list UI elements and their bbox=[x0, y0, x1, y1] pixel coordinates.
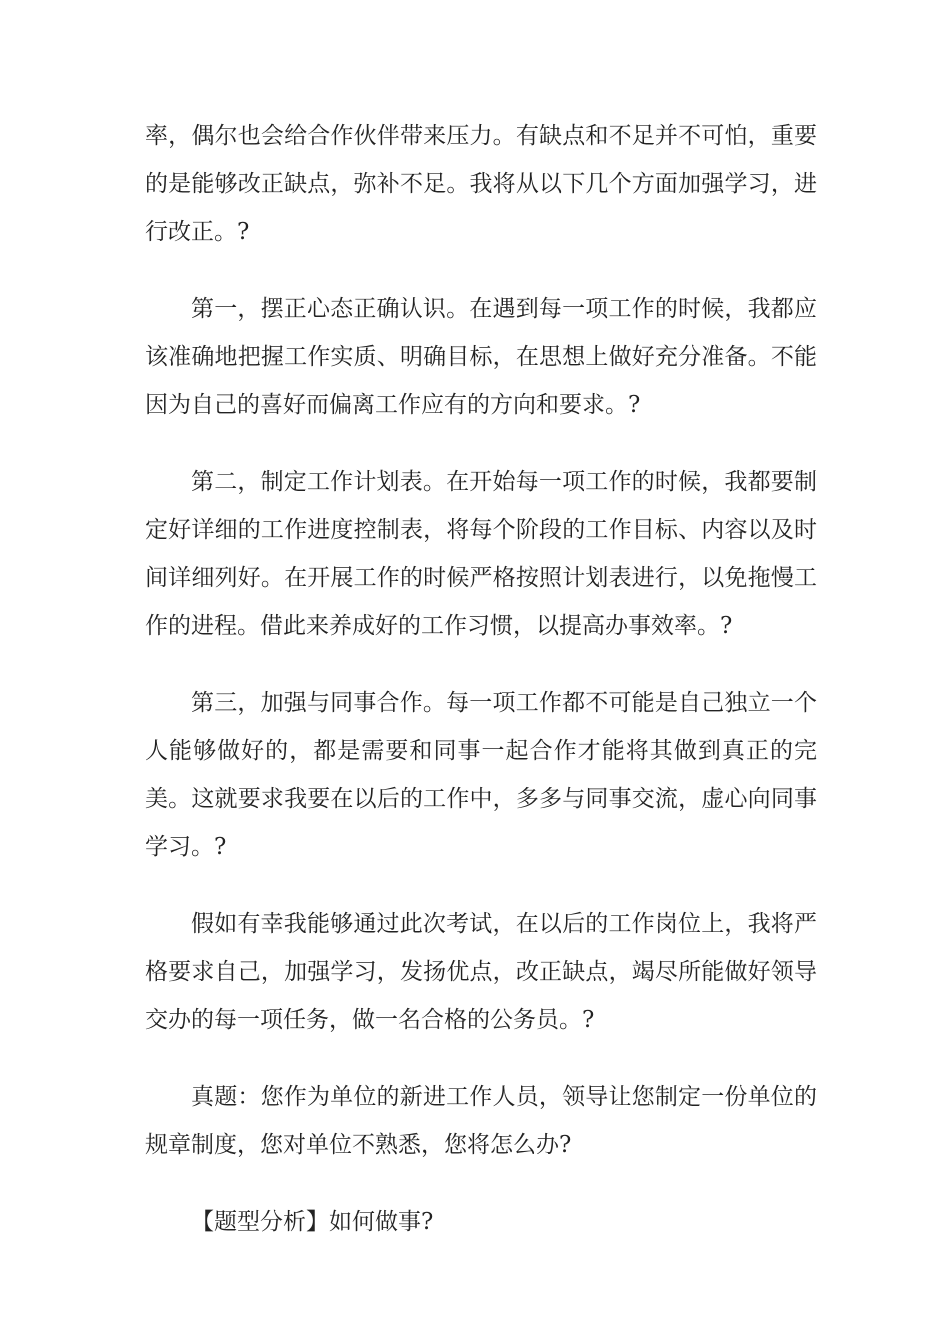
paragraph-first-point: 第一，摆正心态正确认识。在遇到每一项工作的时候，我都应该准确地把握工作实质、明确目标，在思想上做好充分准备。不能因为自己的喜好而偏离工作应有的方向和要求。? bbox=[145, 296, 817, 418]
paragraph-continuation: 率，偶尔也会给合作伙伴带来压力。有缺点和不足并不可怕，重要的是能够改正缺点，弥补不足。我将从以下几个方面加强学习，进行改正。? bbox=[145, 123, 817, 245]
paragraph-exam-question: 真题：您作为单位的新进工作人员，领导让您制定一份单位的规章制度，您对单位不熟悉，您将怎么办? bbox=[145, 1084, 817, 1158]
paragraph-second-point: 第二，制定工作计划表。在开始每一项工作的时候，我都要制定好详细的工作进度控制表，将每个阶段的工作目标、内容以及时间详细列好。在开展工作的时候严格按照计划表进行，以免拖慢工作的进程。借此来养成好的工作习惯，以提高办事效率。? bbox=[145, 469, 817, 639]
paragraph-third-point: 第三，加强与同事合作。每一项工作都不可能是自己独立一个人能够做好的，都是需要和同事一起合作才能将其做到真正的完美。这就要求我要在以后的工作中，多多与同事交流，虚心向同事学习。? bbox=[145, 690, 817, 860]
document-body bbox=[145, 112, 817, 1275]
paragraph-question-analysis: 【题型分析】如何做事? bbox=[191, 1209, 434, 1235]
paragraph-conclusion: 假如有幸我能够通过此次考试，在以后的工作岗位上，我将严格要求自己，加强学习，发扬优点，改正缺点，竭尽所能做好领导交办的每一项任务，做一名合格的公务员。? bbox=[145, 911, 817, 1033]
